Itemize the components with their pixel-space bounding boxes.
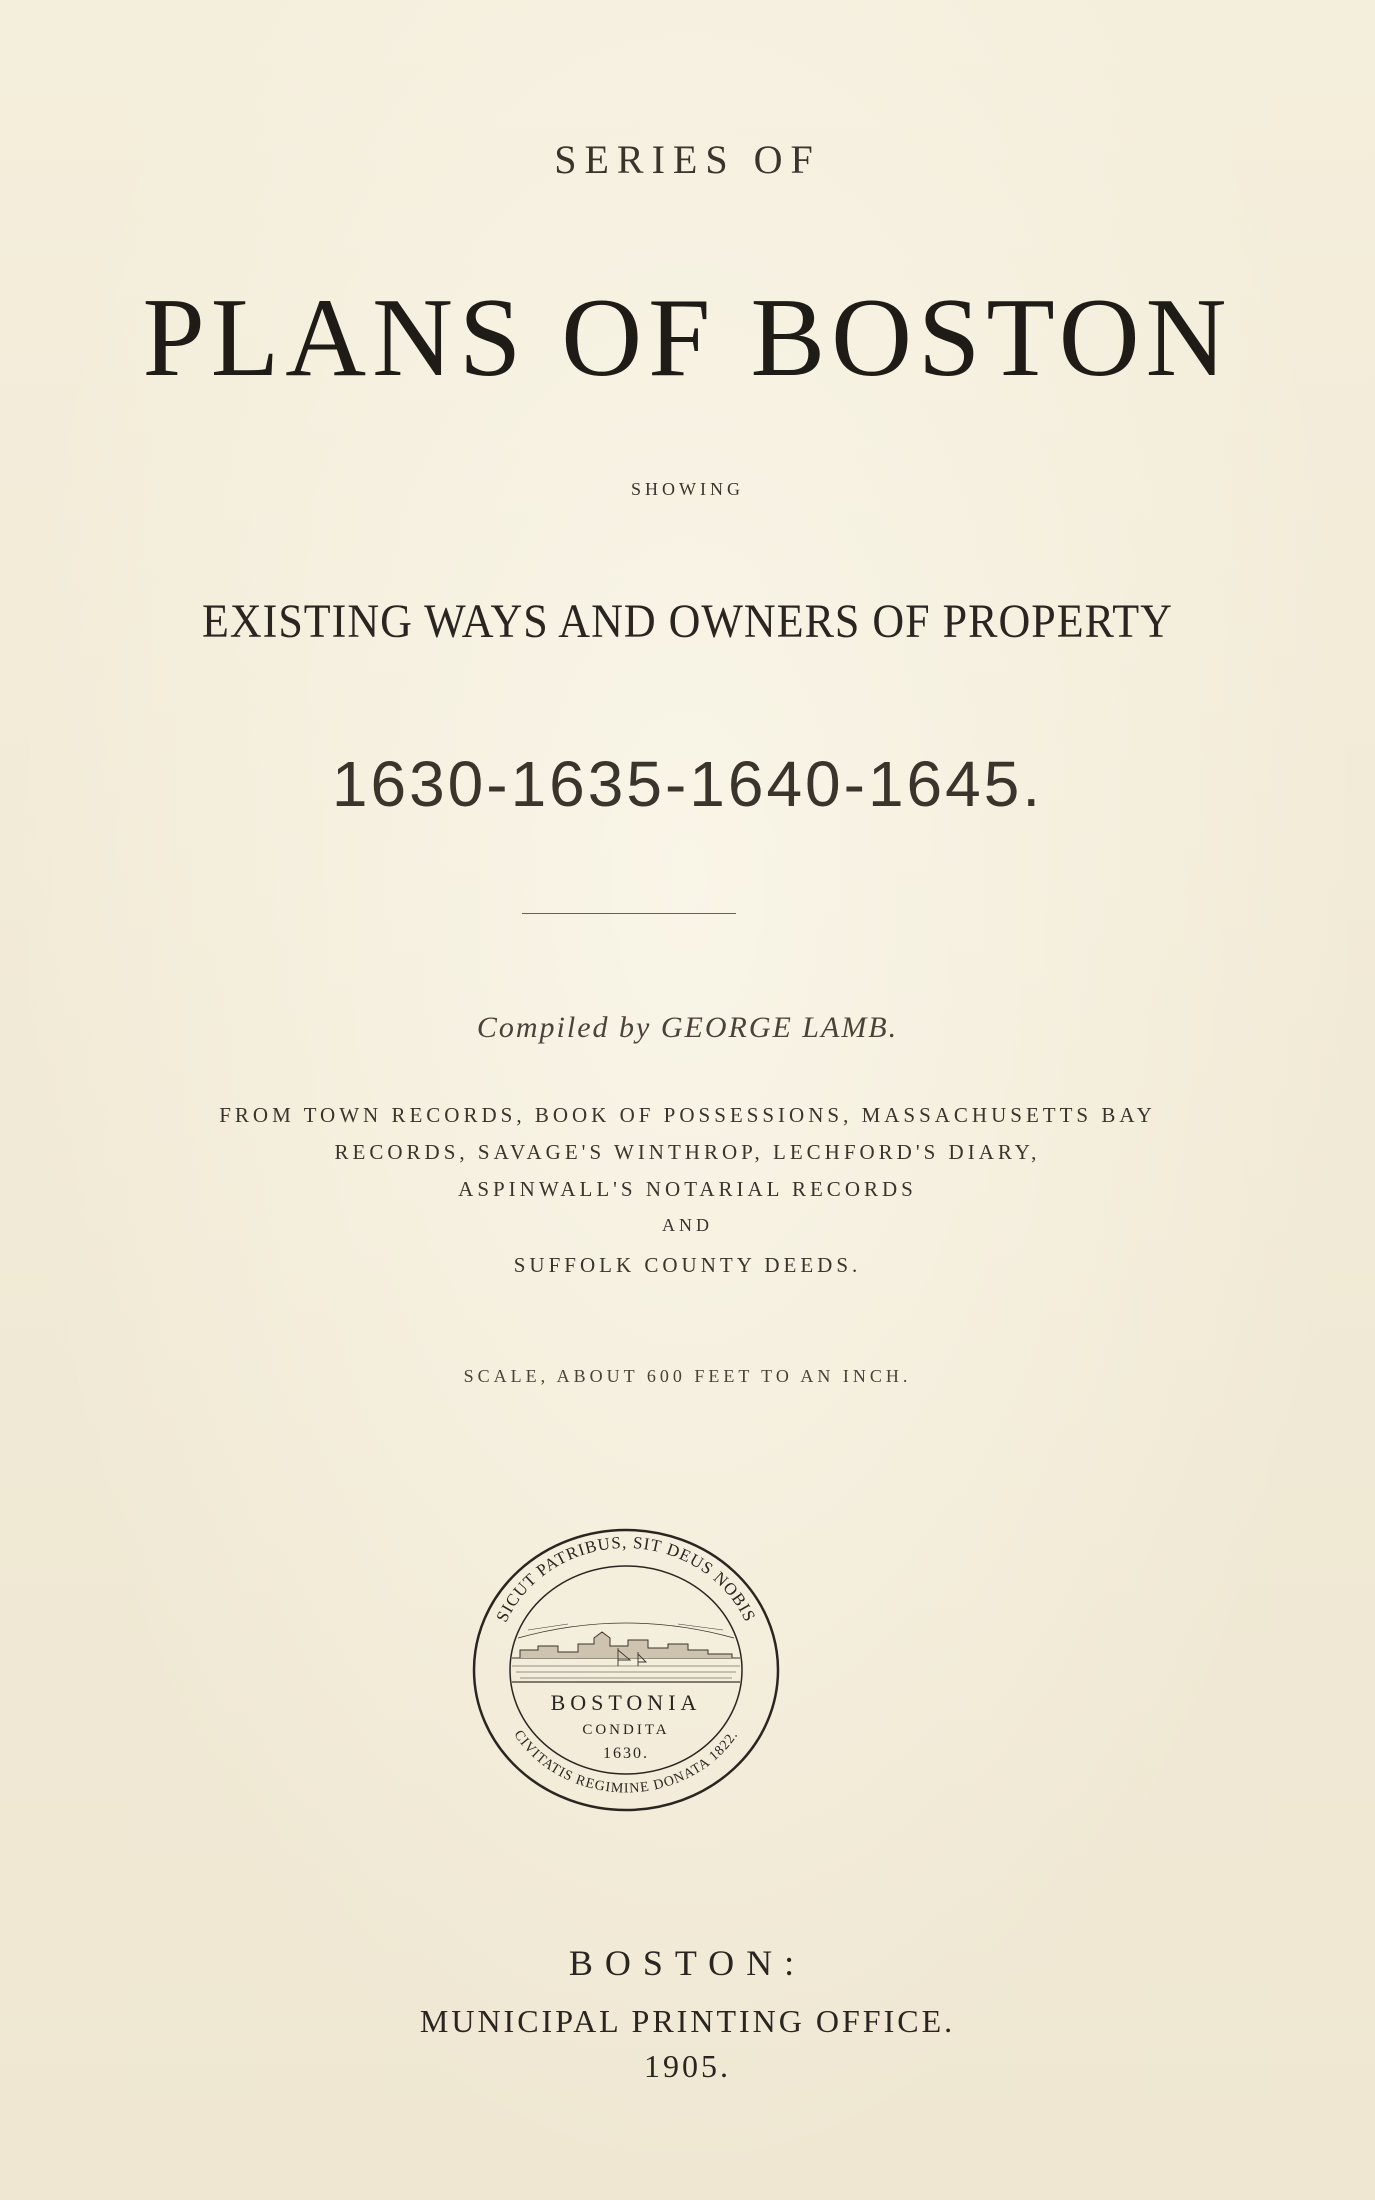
scale-note: SCALE, ABOUT 600 FEET TO AN INCH. [463,1366,912,1386]
imprint-year: 1905. [644,2048,731,2084]
title-divider [522,913,736,914]
years-line: 1630-1635-1640-1645. [331,748,1044,820]
imprint-place: BOSTON: [568,1943,807,1983]
imprint-printer: MUNICIPAL PRINTING OFFICE. [419,2003,956,2039]
sources-line-1: FROM TOWN RECORDS, BOOK OF POSSESSIONS, MASSACHUSETTS BAY [219,1103,1156,1127]
seal-outer-ring [474,1530,778,1810]
seal-text [492,1533,759,1797]
compiler-credit: Compiled by GEORGE LAMB. [476,1011,899,1044]
seal-skyline [512,1623,740,1682]
series-heading: SERIES OF [554,137,821,182]
seal-name: BOSTONIA [550,1690,702,1715]
sources-line-4: AND [662,1215,713,1235]
showing-label: SHOWING [631,479,744,499]
seal-inner-ring [510,1566,742,1774]
subject-line: EXISTING WAYS AND OWNERS OF PROPERTY [202,595,1173,648]
sources-line-2: RECORDS, SAVAGE'S WINTHROP, LECHFORD'S DIARY, [334,1140,1041,1164]
seal-arc-bottom: CIVITATIS REGIMINE DONATA 1822. [510,1727,742,1797]
seal-condita: CONDITA [582,1722,670,1738]
city-seal-icon [468,1520,784,1820]
seal-year: 1630. [603,1745,649,1762]
sources-line-3: ASPINWALL'S NOTARIAL RECORDS [458,1177,917,1201]
sources-line-5: SUFFOLK COUNTY DEEDS. [513,1253,862,1277]
seal-arc-top: SICUT PATRIBUS, SIT DEUS NOBIS [492,1532,760,1626]
page-title: PLANS OF BOSTON [142,276,1233,400]
